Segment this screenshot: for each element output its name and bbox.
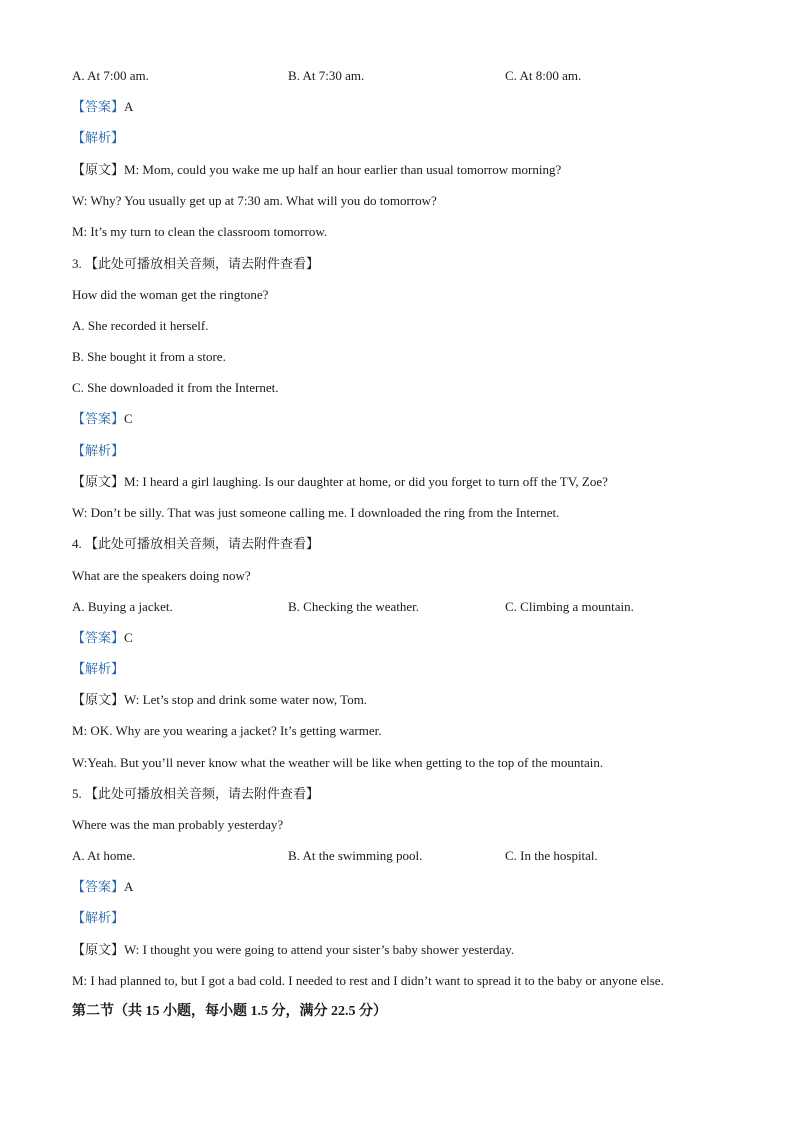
q3-analysis-label: 【解析】 — [72, 443, 125, 458]
q4-analysis-label: 【解析】 — [72, 661, 125, 676]
answer-value: A — [124, 879, 134, 894]
q4-transcript-line: W:Yeah. But you’ll never know what the weather will be like when getting to the top of the mountain. — [72, 755, 604, 770]
q4-option-c: C. Climbing a mountain. — [505, 599, 634, 614]
answer-label: 【答案】 — [72, 879, 125, 894]
transcript-label: 【原文】 — [72, 162, 125, 177]
q2-transcript-line: W: Why? You usually get up at 7:30 am. What will you do tomorrow? — [72, 193, 437, 208]
q5-answer — [72, 879, 133, 895]
transcript-label: 【原文】 — [72, 942, 125, 957]
transcript-label: 【原文】 — [72, 474, 125, 489]
q2-transcript-line — [72, 162, 561, 178]
answer-value: C — [124, 411, 133, 426]
answer-label: 【答案】 — [72, 411, 125, 426]
transcript-text: W: I thought you were going to attend your sister’s baby shower yesterday. — [124, 942, 515, 957]
q2-transcript-line: M: It’s my turn to clean the classroom tomorrow. — [72, 224, 328, 239]
q3-option-c: C. She downloaded it from the Internet. — [72, 380, 279, 395]
q4-option-b: B. Checking the weather. — [288, 599, 420, 614]
answer-value: C — [124, 630, 133, 645]
q5-analysis-label: 【解析】 — [72, 910, 125, 925]
q4-question: What are the speakers doing now? — [72, 568, 251, 583]
answer-label: 【答案】 — [72, 99, 125, 114]
q5-option-a: A. At home. — [72, 848, 136, 863]
q4-transcript-line: M: OK. Why are you wearing a jacket? It’s getting warmer. — [72, 723, 382, 738]
q5-transcript-line — [72, 942, 514, 958]
q2-analysis-label: 【解析】 — [72, 130, 125, 145]
q2-answer — [72, 99, 133, 115]
q4-answer — [72, 630, 133, 646]
q5-question: Where was the man probably yesterday? — [72, 817, 284, 832]
q3-option-b: B. She bought it from a store. — [72, 349, 226, 364]
q5-option-b: B. At the swimming pool. — [288, 848, 423, 863]
q3-transcript-line: W: Don’t be silly. That was just someone calling me. I downloaded the ring from the Internet. — [72, 505, 560, 520]
q5-transcript-line: M: I had planned to, but I got a bad cold. I needed to rest and I didn’t want to spread it to the baby or anyone else. — [72, 973, 664, 988]
q3-answer — [72, 411, 133, 427]
q3-question: How did the woman get the ringtone? — [72, 287, 269, 302]
q3-header: 3. 【此处可播放相关音频，请去附件查看】 — [72, 256, 320, 271]
q4-option-a: A. Buying a jacket. — [72, 599, 173, 614]
q3-transcript-line — [72, 474, 608, 490]
q5-header: 5. 【此处可播放相关音频，请去附件查看】 — [72, 786, 320, 801]
q5-option-c: C. In the hospital. — [505, 848, 598, 863]
answer-label: 【答案】 — [72, 630, 125, 645]
transcript-label: 【原文】 — [72, 692, 125, 707]
q4-header: 4. 【此处可播放相关音频，请去附件查看】 — [72, 536, 320, 551]
q2-option-b: B. At 7:30 am. — [288, 68, 365, 83]
transcript-text: W: Let’s stop and drink some water now, Tom. — [124, 692, 368, 707]
answer-value: A — [124, 99, 134, 114]
q3-option-a: A. She recorded it herself. — [72, 318, 209, 333]
q2-option-c: C. At 8:00 am. — [505, 68, 582, 83]
q2-option-a: A. At 7:00 am. — [72, 68, 149, 83]
q4-transcript-line — [72, 692, 367, 708]
transcript-text: M: Mom, could you wake me up half an hour earlier than usual tomorrow morning? — [124, 162, 562, 177]
transcript-text: M: I heard a girl laughing. Is our daughter at home, or did you forget to turn off the TV, Zoe? — [124, 474, 608, 489]
section-heading: 第二节（共 15 小题，每小题 1.5 分，满分 22.5 分） — [72, 1004, 387, 1019]
